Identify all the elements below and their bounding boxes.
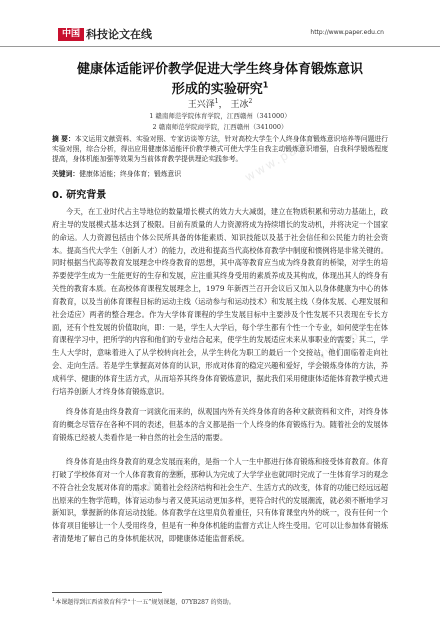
abstract-text: 本文运用文献资料、实验对照、专家访谈等方法，针对高校大学生个人终身体育锻炼意识培养等问题进行实验对照，综合分析，得出应用健康体适能评价教学模式可使大学生自我主动锻炼意识增强，自我科学锻炼程度提高，身体机能加强等效果为当前体育教学提供理论实践参考。 (52, 135, 388, 163)
affiliation-2: 2 赣南师范学院商学院，江西赣州（341000） (152, 123, 288, 131)
logo-text: 科技论文在线 (86, 28, 152, 41)
abstract (52, 134, 388, 164)
paper-title-line2 (40, 78, 400, 97)
abstract-label: 摘 要： (52, 135, 75, 143)
site-url[interactable]: http://www.paper.edu.cn (310, 29, 384, 36)
logo-mark: 中国 (58, 28, 84, 41)
title-line2-text: 形成的实验研究 (171, 82, 263, 97)
watermark: www.paper (122, 449, 203, 505)
section-heading: 0. 研究背景 (52, 190, 107, 201)
watermark: www.paper (312, 309, 393, 365)
footnote-divider (52, 592, 162, 593)
footnote (52, 597, 235, 606)
keywords-label: 关键词： (52, 170, 80, 178)
paper-title: 健康体适能评价教学促进大学生终身体育锻炼意识 (76, 62, 363, 77)
author-line: 王兴泽$^1$， 王冰$^2$ (187, 98, 253, 110)
footnote-mark: 1 (52, 597, 56, 603)
keywords (52, 168, 388, 178)
watermark: www.paper (242, 129, 323, 185)
site-logo[interactable] (58, 26, 152, 42)
author-1: 王兴泽 (187, 100, 215, 110)
body-paragraph-1: 今天，在工业时代占主导地位的数量增长模式的效力大大减弱，建立在物质积累和劳动力基础上，政府主导的发展模式基本达到了极限。目前有质量的人力资源将成为持续增长的发动机，并将决定一个国家的命运。人力资源包括由个体公民所具备的体能素质、知识技能以及基于社会信任和公民能力的社会资本。提高当代大学生（创新人才）的能力，改进和提高当代高校体育教学中制度和惯例将是非常关键的。同时根据当代高等教育发展理念中终身教育的思想，其中高等教育应当成为终身教育的桥梁，对学生的培养要使学生成为一生能更好的生存和发展，应注重其终身受用的素质养成及其构成，体现出其人的终身有关性的教育本质。在高校体育课程发展理念上，1979 年新西兰召开会议后又加入以身体健康为中心的体育教育，以及当前体育课程目标的运动主线（运动参与和运动技术）和发展主线（身体发展、心理发展和社会适应）两者的整合理念。作为大学体育课程的学生发展目标中主要涉及个性发展不只表现在专长方面，还有个性发展的价值取向，即：一是，学生人大学后，每个学生都有个性一个专业，如何使学生在体育课程学习中，把所学的内容和他们的专业结合起来，使学生的发展适应未来从事职业的需要；其二，学生人大学时，意味着进入了从学校转向社会，从学生转化为职工的最后一个交接站，他们面临着走向社会、走向生活。若是学生掌握高对体育的认识，形成对体育的稳定兴趣和爱好，学会锻炼身体的方法，养成科学、健康的体育生活方式，从而培养其终身体育锻炼意识，据此我们采用健康体适能体育教学模式进行培养创新人才终身体育锻炼意识。 (52, 207, 388, 396)
author-2-sup: 2 (248, 98, 253, 105)
keywords-text: 健康体适能；终身体育；锻炼意识 (79, 170, 182, 178)
author-1-sup: 1 (214, 98, 219, 105)
title-footnote-mark: 1 (262, 80, 269, 90)
affiliation-1: 1 赣南师范学院体育学院，江西赣州（341000） (149, 112, 291, 120)
author-2: 王冰 (230, 100, 249, 110)
body-paragraph-3: 终身体育是由终身教育的观念发展而来的，是指一个人一生中都进行体育锻炼和接受体育教育。体育打破了学校体育对一个人体育教育的垄断，那种认为完成了大学学业也就同时完成了一生体育学习的观念不符合社会发展对体育的需求。随着社会经济结构和社会生产、生活方式的改变，体育的功能已经远远超出原来的生物学范畴，体育运动参与者又使其运动更加多样，更符合时代的发展潮流，就必须不断地学习新知识，掌握新的体育运动技能。体育教学在这里肩负着重任，只有体育课堂内外的统一，没有任何一个体育项目能够让一个人受用终身，但是有一种身体机能的监督方式让人终生受用。它可以让参加体育锻炼者清楚地了解自己的身体机能状况，即健康体适能监督系统。 (52, 457, 388, 544)
site-header (0, 0, 440, 47)
body-paragraph-2: 终身体育是由终身教育一词演化而来的，纵观国内外有关终身体育的各种文献资料和文件，对终身体育的概念尽管存在各种不同的表述，但基本的含义都是指一个人终身的体育锻炼行为。随着社会的发展体育锻炼已经被人类看作是一种自然的社会生活的需要。 (52, 407, 388, 442)
footnote-text: 本课题得到江西省教育科学“十一五”规划课题，07YB287 的资助。 (55, 599, 235, 606)
